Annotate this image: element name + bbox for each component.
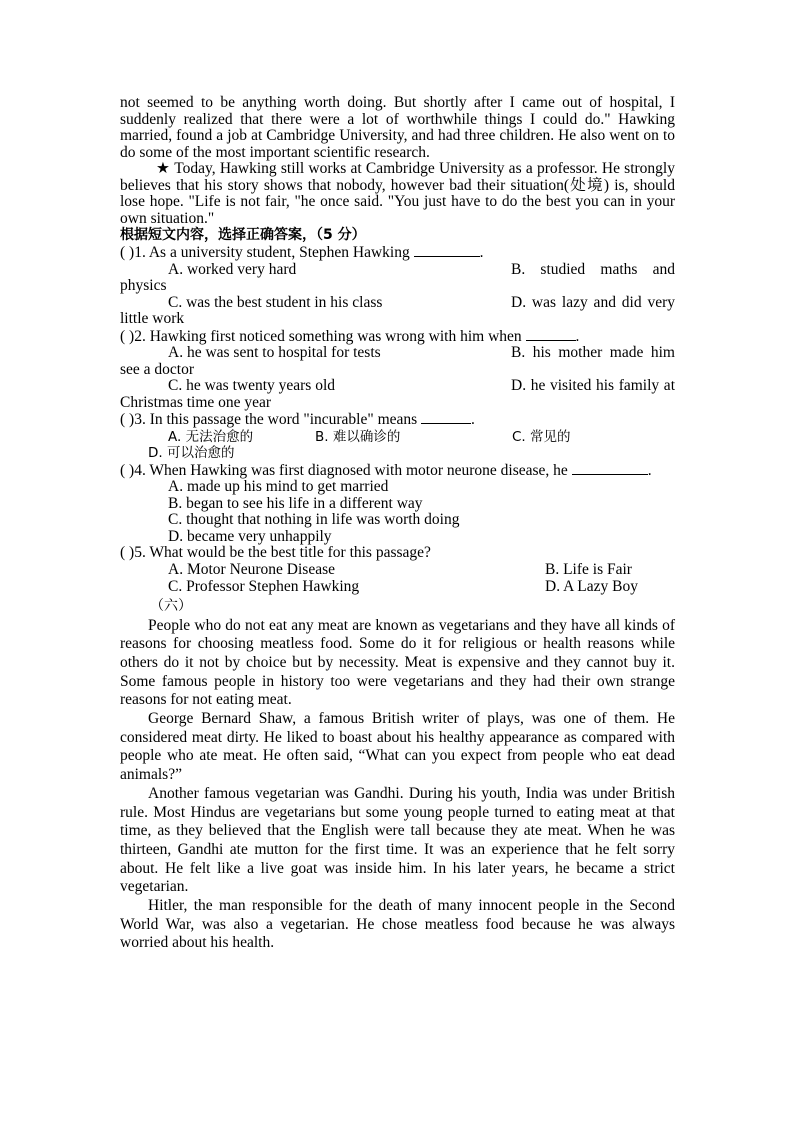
passage-paragraph: George Bernard Shaw, a famous British writer of plays, was one of them. He considered meat dirty. He liked to boast about his healthy appearance as compared with people who ate meat. He often said, “What can you expect from people who eat dead animals?” xyxy=(120,710,675,784)
option-row xyxy=(120,345,675,378)
passage-paragraph: Another famous vegetarian was Gandhi. During his youth, India was under British rule. Most Hindus are vegetarians but some young people turned to eating meat at that time, as they believed that the English were tall because they ate meat. When he was thirteen, Gandhi ate mutton for the first time. It was an experience that he felt sorry about. He felt like a live goat was inside him. In his later years, he became a strict vegetarian. xyxy=(120,784,675,896)
question-stem: ( )5. What would be the best title for this passage? xyxy=(120,544,431,561)
option-a[interactable]: A. he was sent to hospital for tests xyxy=(168,344,381,361)
passage-paragraph: Hitler, the man responsible for the death of many innocent people in the Second World War, was also a vegetarian. He chose meatless food because he was always worried about his health. xyxy=(120,897,675,952)
option-a[interactable]: A. Motor Neurone Disease xyxy=(168,560,336,578)
passage-paragraph: People who do not eat any meat are known as vegetarians and they have all kinds of reasons for choosing meatless food. Some do it for religious or health reasons while others do it not by choice but by necessity. Meat is expensive and they cannot buy it. Some famous people in history too were vegetarians and they had their own strange reasons for not eating meat. xyxy=(120,616,675,709)
answer-blank[interactable] xyxy=(526,328,576,341)
question-3 xyxy=(120,411,675,462)
option-b[interactable]: B. Life is Fair xyxy=(545,560,632,578)
option-a[interactable]: A. 无法治愈的 xyxy=(168,428,254,445)
option-d[interactable]: D. 可以治愈的 xyxy=(148,445,235,461)
option-d[interactable]: D. he visited his family at Christmas time one year xyxy=(120,377,675,411)
option-d[interactable]: D. became very unhappily xyxy=(168,527,332,545)
question-stem: ( )3. In this passage the word "incurable" means . xyxy=(120,411,475,428)
answer-blank[interactable] xyxy=(572,462,648,475)
passage-6 xyxy=(120,617,675,954)
option-row xyxy=(120,262,675,295)
section-title: （六） xyxy=(150,597,192,614)
option-row xyxy=(120,562,675,579)
question-4 xyxy=(120,462,675,546)
option-c[interactable]: C. 常见的 xyxy=(512,428,571,445)
option-d[interactable]: D. A Lazy Boy xyxy=(545,578,638,595)
option-row xyxy=(120,295,675,328)
question-1 xyxy=(120,244,675,328)
question-stem: ( )1. As a university student, Stephen Hawking . xyxy=(120,244,484,261)
option-b[interactable]: B. 难以确诊的 xyxy=(315,428,401,445)
option-row xyxy=(120,429,675,446)
answer-blank[interactable] xyxy=(414,244,480,257)
option-a[interactable]: A. worked very hard xyxy=(168,260,297,278)
option-b[interactable]: B. his mother made him see a doctor xyxy=(120,344,675,378)
document-page xyxy=(120,95,675,953)
option-c[interactable]: C. he was twenty years old xyxy=(168,377,336,394)
option-b[interactable]: B. studied maths and physics xyxy=(120,260,675,294)
option-row xyxy=(120,579,675,596)
instruction-heading: 根据短文内容，选择正确答案，（5 分） xyxy=(120,227,366,243)
answer-blank[interactable] xyxy=(421,411,471,424)
option-row xyxy=(120,378,675,411)
option-d[interactable]: D. was lazy and did very little work xyxy=(120,293,675,327)
question-stem: ( )4. When Hawking was first diagnosed with motor neurone disease, he . xyxy=(120,461,652,479)
passage-paragraph: not seemed to be anything worth doing. But shortly after I came out of hospital, I suddenly realized that there were a lot of worthwhile things I could do." Hawking married, found a job at Cambridge University, and had three children. He also went on to do some of the most important scientific research. xyxy=(120,94,675,161)
passage-paragraph: ★ Today, Hawking still works at Cambridge University as a professor. He strongly believes that his story shows that nobody, however bad their situation(处境) is, should lose hope. "Life is not fair, "he once said. "You just have to do the best you can in your own situation." xyxy=(120,160,675,227)
question-5 xyxy=(120,545,675,596)
option-c[interactable]: C. was the best student in his class xyxy=(168,293,383,311)
option-c[interactable]: C. Professor Stephen Hawking xyxy=(168,578,360,595)
option-a[interactable]: A. made up his mind to get married xyxy=(168,478,389,495)
option-c[interactable]: C. thought that nothing in life was worth doing xyxy=(168,511,460,528)
option-row xyxy=(120,445,675,462)
question-stem: ( )2. Hawking first noticed something was wrong with him when . xyxy=(120,327,580,345)
option-b[interactable]: B. began to see his life in a different way xyxy=(168,494,423,512)
question-2 xyxy=(120,328,675,412)
